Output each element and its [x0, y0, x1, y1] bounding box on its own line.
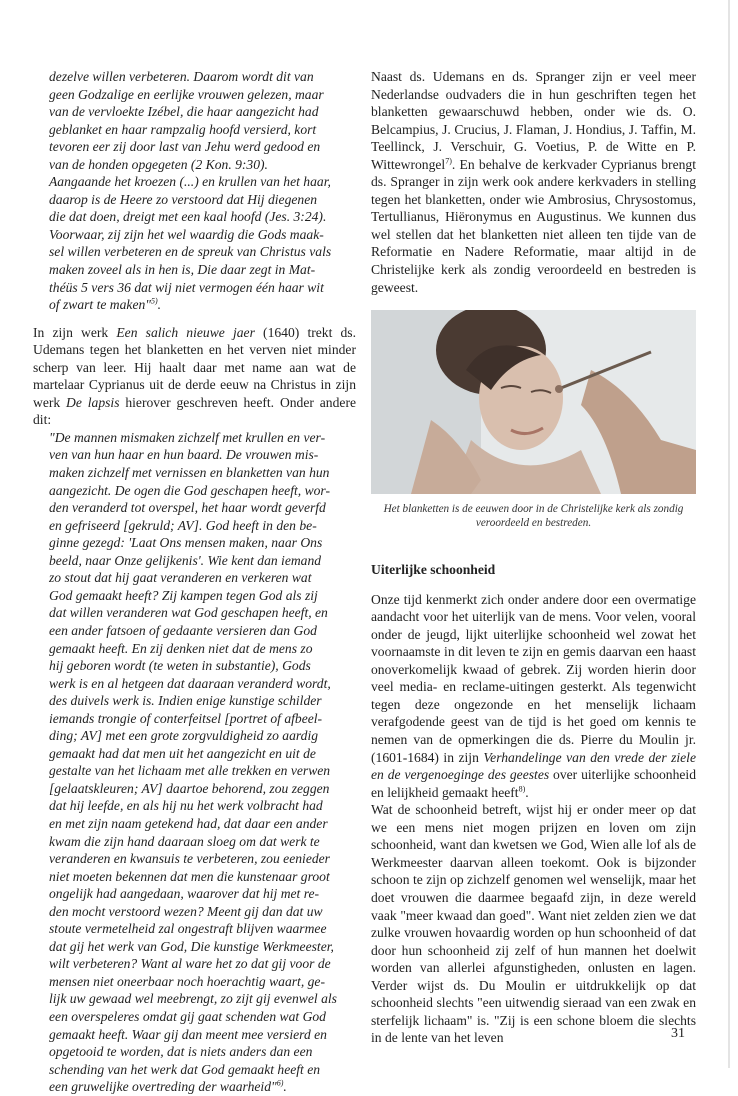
page-edge: [728, 0, 730, 1068]
quote-line: een ander fatsoen of gedaante versieren dan God: [49, 622, 317, 638]
footnote-ref: 7): [445, 156, 452, 166]
quote-line: mensen niet oneerbaar noch hoerachtig waart, ge-: [49, 973, 325, 989]
quote-line: opgetooid te worden, dat is niets anders dan een: [49, 1044, 313, 1060]
right-column: [371, 68, 696, 1047]
blockquote-cyprianus: [49, 429, 356, 1096]
quote-line: gemaakt heeft. Waar gij dan meent mee versierd en: [49, 1026, 327, 1042]
quote-line: ven van hun haar en hun baard. De vrouwen mis-: [49, 447, 319, 463]
quote-line: den mocht verstoord wezen? Meent gij dan dat uw: [49, 903, 323, 919]
photo-caption: Het blanketten is de eeuwen door in de Christelijke kerk als zondig veroordeeld en bestreden.: [383, 503, 684, 530]
footnote-ref: 6): [276, 1078, 284, 1088]
quote-line: niet moeten bekennen dat men die kunstenaar groot: [49, 868, 330, 884]
quote-line: en met zijn naam getekend had, dat daar een ander: [49, 815, 328, 831]
quote-line: God gemaakt heeft? Zij kampen tegen God als zij: [49, 587, 318, 603]
quote-line: maken zoveel als in hen is, Die daar zegt in Mat-: [49, 262, 316, 278]
quote-line: gemaakt had dat men uit het aangezicht en uit de: [49, 745, 316, 761]
quote-line: ding; AV] met een grote zorgvuldigheid zo aardig: [49, 728, 319, 744]
quote-line: geen Godzalige en eerlijke vrouwen gelezen, maar: [49, 86, 324, 102]
quote-line: daarop is de Heere zo verstoord dat Hij diegenen: [49, 191, 318, 207]
quote-line: kwam die zijn hand daaraan sloeg om dat werk te: [49, 833, 320, 849]
quote-line: die dat doen, dreigt met een kaal hoofd (Jes. 3:24).: [49, 209, 327, 225]
page-number: 31: [671, 1026, 685, 1041]
quote-line: des duivels werk is. Indien enige kunstige schilder: [49, 693, 322, 709]
paragraph-udemans: In zijn werk Een salich nieuwe jaer (1640) trekt ds. Udemans tegen het blanketten en het verven niet minder scherp van leer. Hij haalt daar met name aan wat de martelaar Cyprianus uit de derde eeuw na Christus in zijn werk De lapsis hierover geschreven heeft. Onder andere dit:: [33, 324, 356, 428]
quote-line: stoute vermetelheid zal ongestraft blijven waarmee: [49, 921, 327, 937]
paragraph-onze-tijd: Onze tijd kenmerkt zich onder andere door een overmatige aandacht voor het uiterlijk van de mens. Voor velen, vooral onder de jeugd, lijkt uiterlijke schoonheid wel zowat het voornaamste in dit leven te zijn en gemis daarvan een haast onoverkomelijk kwaad of gebrek. Zij worden hierin door veel media- en reclame-uitingen gesterkt. Als tegenwicht tegen deze ongezonde en het menselijk lichaam verafgodende geest van de tijd is het goed om kennis te nemen van de opmerkingen die ds. Pierre du Moulin jr. (1601-1684) in zijn Verhandelinge van den vrede der ziele en de vergenoeginge des geestes over uiterlijke schoonheid en lelijkheid gemaakt heeft$^{8)}$.: [371, 591, 696, 800]
book-title: Een salich nieuwe jaer: [116, 324, 255, 340]
quote-line: schending van het werk dat God gemaakt heeft en: [49, 1061, 321, 1077]
quote-line: lijk uw gewaad wel meebrengt, zo zijt gij evenwel als: [49, 991, 337, 1007]
quote-line: ongelijk had aangedaan, waarover dat hij met re-: [49, 886, 320, 902]
quote-line: beeld, naar Onze gelijkenis'. Wie kent dan iemand: [49, 552, 322, 568]
photo-illustration: [371, 310, 696, 494]
quote-line: sel willen verbeteren en de spreuk van Christus vals: [49, 244, 332, 260]
quote-line: ginne gezegd: 'Laat Ons mensen maken, naar Ons: [49, 535, 323, 551]
quote-line: veranderen en kwansuis te verbeteren, zou eenieder: [49, 851, 330, 867]
quote-line: "De mannen mismaken zichzelf met krullen en ver-: [49, 429, 326, 445]
footnote-ref: 5): [151, 296, 158, 306]
quote-line: hij geboren wordt (te weten in substantie), Gods: [49, 658, 311, 674]
quote-line: aangezicht. De ogen die God geschapen heeft, wor-: [49, 482, 330, 498]
quote-line: dat hij leefde, en als hij nu het werk volbracht had: [49, 798, 323, 814]
quote-line: Voorwaar, zij zijn het wel waardig die Gods maak-: [49, 226, 324, 242]
quote-line: dezelve willen verbeteren. Daarom wordt dit van: [49, 69, 314, 84]
paragraph-schoonheid: Wat de schoonheid betreft, wijst hij er onder meer op dat we een mens niet mogen prijzen en loven om zijn schoonheid, want dan kwetsen we God, Wien alle lof als de Werkmeester daarvan alleen toekomt. Ook is bijzonder schoon te zijn op zichzelf genomen wel wenselijk, maar het doet vrouwen die daarmee begaafd zijn, in deze wereld vaak "meer kwaad dan goed". Want niet zelden zien we dat zulke vrouwen hovaardig worden op hun schoonheid of dat door hun schoonheid zij zelf of hun mannen het doelwit worden van allerlei afgunstigheden, onlusten en lagen. Verder wijst ds. Du Moulin er uitdrukkelijk op dat schoonheid slechts "een uitwendig sieraad van een zwak en sterfelijk lichaam" is. "Zij is een schone bloem die slechts in de lente van het leven: [371, 802, 696, 1046]
quote-line: wilt verbeteren? Want al ware het zo dat gij voor de: [49, 956, 331, 972]
quote-line: of zwart te maken"$^{5)}$.: [49, 296, 162, 313]
quote-line: gestalte van het lichaam met alle trekken en verwen: [49, 763, 331, 779]
blockquote-spranger: [49, 68, 356, 314]
quote-line: een gruwelijke overtreding der waarheid"$^{6)}$.: [49, 1078, 287, 1095]
quote-line: van de honden opgegeten (2 Kon. 9:30).: [49, 156, 268, 172]
quote-line: den veranderd tot overspel, het haar wordt geverfd: [49, 500, 326, 516]
quote-line: [gelaatskleuren; AV] daartoe behorend, zou zeggen: [49, 780, 330, 796]
quote-line: dat gij het werk van God, Die kunstige Werkmeester,: [49, 938, 334, 954]
quote-line: zo stout dat hij gaat veranderen en verkeren wat: [49, 570, 312, 586]
quote-line: iemands trongie of conterfeitsel [portret of afbeel-: [49, 710, 323, 726]
quote-line: Aangaande het kroezen (...) en krullen van het haar,: [49, 174, 331, 190]
quote-line: geblanket en haar rampzalig hoofd versierd, kort: [49, 121, 317, 137]
book-title: De lapsis: [66, 394, 120, 410]
quote-line: tevoren eer zij door last van Jehu werd gedood en: [49, 139, 321, 155]
paragraph-oudvaders: Naast ds. Udemans en ds. Spranger zijn er veel meer Nederlandse oudvaders die in hun geschriften tegen het blanketten gewaarschuwd hebben, onder wie ds. O. Belcampius, J. Crucius, J. Flaman, J. Hondius, J. Taffin, M. Teellinck, J. Verschuir, G. Voetius, P. de Witte en P. Wittewrongel$^{7)}$. En behalve de kerkvader Cyprianus brengt ds. Spranger in zijn werk ook andere kerkvaders in stelling tegen het blanketten, onder wie Ambrosius, Chrysostomus, Tertullianus, Hiëronymus en Augustinus. We kunnen dus wel stellen dat het blanketten niet alleen ten tijde van de Reformatie en Nadere Reformatie, maar altijd in de Christelijke kerk als zondig veroordeeld en bestreden is geweest.: [371, 69, 696, 295]
quote-line: en gefriseerd [gekruld; AV]. God heeft in den be-: [49, 517, 317, 533]
makeup-photo: [371, 310, 696, 494]
quote-line: maken zichzelf met vernissen en blanketten van hun: [49, 465, 330, 481]
footnote-ref: 8): [518, 784, 526, 794]
book-title: Verhandelinge van den vrede der ziele en de vergenoeginge des geestes: [371, 749, 696, 783]
quote-line: werk is en al hetgeen dat daaraan veranderd wordt,: [49, 675, 331, 691]
quote-line: een overspeleres omdat gij gaat schenden wat God: [49, 1008, 326, 1024]
quote-line: van de vervloekte Izébel, die haar aangezicht had: [49, 104, 319, 120]
section-heading: Uiterlijke schoonheid: [371, 562, 496, 578]
quote-line: gemaakt heeft. En zij denken niet dat de mens zo: [49, 640, 313, 656]
left-column: [33, 68, 356, 1096]
quote-line: théüs 5 vers 36 dat wij niet vermogen één haar wit: [49, 279, 324, 295]
quote-line: dat willen veranderen wat God geschapen heeft, en: [49, 605, 328, 621]
